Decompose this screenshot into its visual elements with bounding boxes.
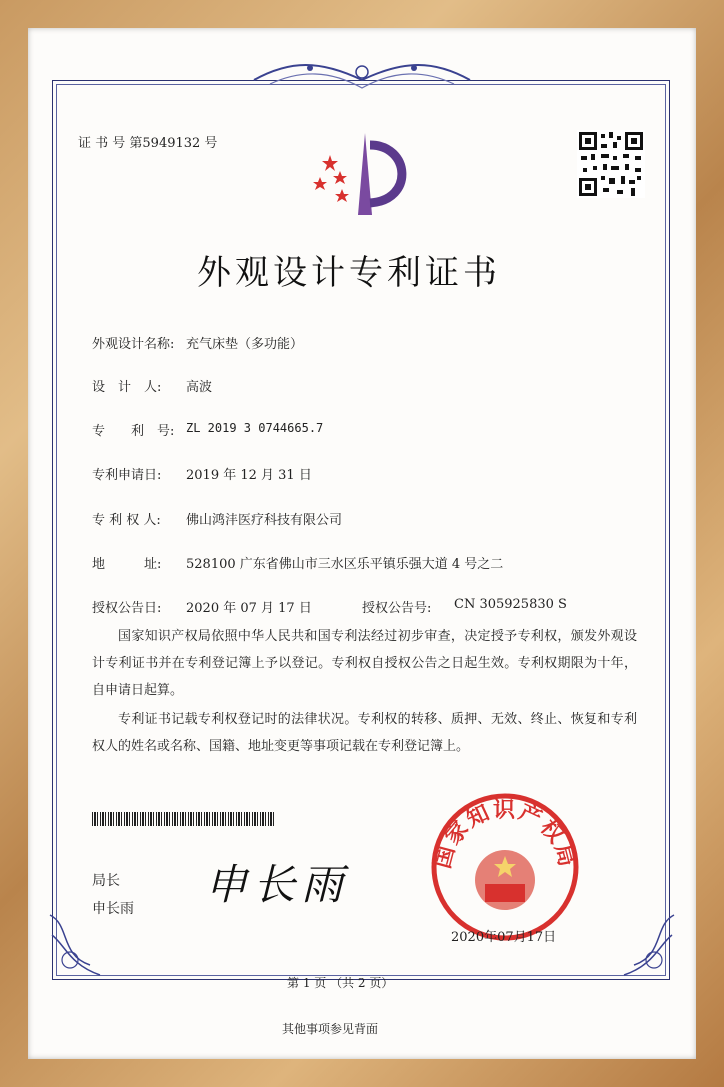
address-label: 地 址:	[92, 557, 162, 572]
top-ornament-icon	[250, 58, 474, 98]
qr-code-icon	[577, 130, 645, 198]
grant-date-label: 授权公告日:	[92, 601, 162, 616]
patent-number-label: 专 利 号:	[92, 424, 175, 439]
design-name-value: 充气床垫（多功能）	[186, 337, 304, 352]
corner-ornament-right-icon	[614, 905, 684, 985]
statement-paragraph-2: 专利证书记载专利权登记时的法律状况。专利权的转移、质押、无效、终止、恢复和专利权人的姓名或名称、国籍、地址变更等事项记载在专利登记簿上。	[92, 712, 637, 754]
patent-number-value: ZL 2019 3 0744665.7	[186, 421, 324, 435]
design-name-label: 外观设计名称:	[92, 337, 175, 352]
certificate-number: 证 书 号 第5949132 号	[78, 136, 218, 151]
svg-text:国家知识产权局: 国家知识产权局	[430, 797, 580, 872]
back-note: 其他事项参见背面	[282, 1022, 379, 1036]
patentee-value: 佛山鸿沣医疗科技有限公司	[186, 513, 343, 528]
filing-date-label: 专利申请日:	[92, 468, 162, 483]
official-seal-icon	[430, 792, 580, 942]
handwritten-signature: 申长雨	[205, 860, 350, 909]
statement-paragraph-1: 国家知识产权局依照中华人民共和国专利法经过初步审查，决定授予专利权，颁发外观设计专利证书并在专利登记簿上予以登记。专利权自授权公告之日起生效。专利权期限为十年，自申请日起算。	[92, 629, 637, 698]
page-info: 第 1 页 （共 2 页）	[287, 976, 394, 990]
grant-number-value: CN 305925830 S	[454, 597, 567, 612]
filing-date-value: 2019 年 12 月 31 日	[186, 468, 312, 483]
seal-date: 2020年07月17日	[451, 930, 557, 945]
director-name: 申长雨	[92, 901, 134, 917]
certificate-title: 外观设计专利证书	[197, 253, 501, 293]
designer-value: 高波	[186, 380, 213, 395]
designer-label: 设 计 人:	[92, 380, 162, 395]
address-value: 528100 广东省佛山市三水区乐平镇乐强大道 4 号之二	[186, 557, 504, 572]
patentee-label: 专 利 权 人:	[92, 513, 161, 528]
grant-date-value: 2020 年 07 月 17 日	[186, 601, 312, 616]
patent-office-logo-icon	[310, 125, 420, 225]
grant-number-label: 授权公告号:	[362, 601, 432, 616]
barcode	[92, 812, 274, 826]
director-title: 局长	[92, 873, 120, 889]
